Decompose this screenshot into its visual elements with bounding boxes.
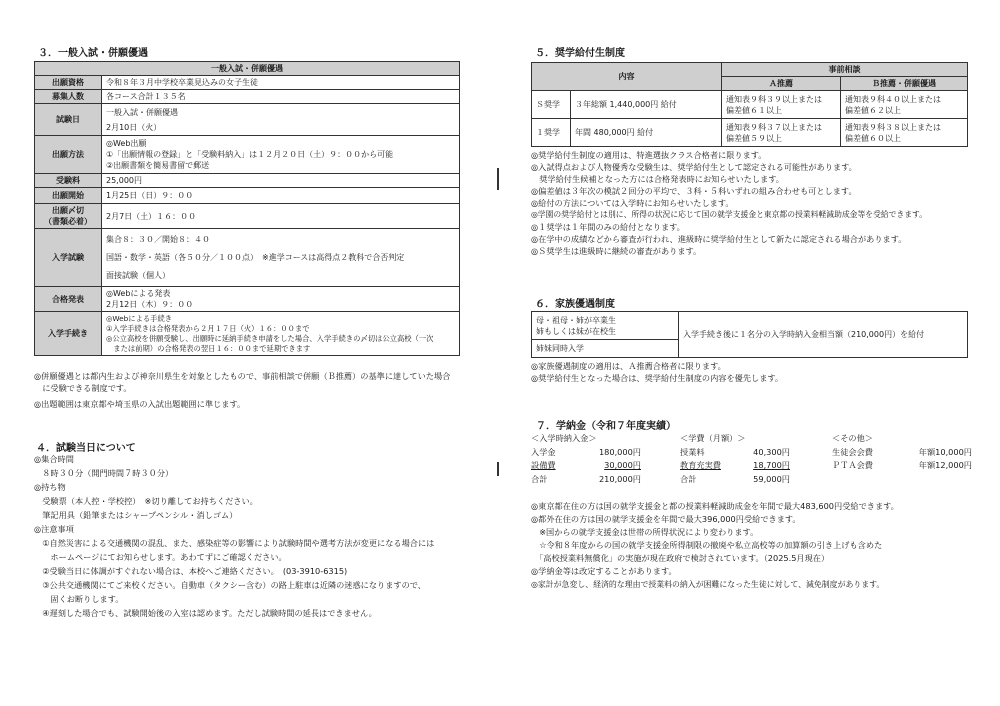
row-label: 合格発表 bbox=[35, 287, 102, 312]
scholarship-content: 年間 480,000円 給付 bbox=[571, 119, 722, 147]
criteria-b: 通知表９科３８以上または 偏差値６０以上 bbox=[841, 119, 968, 147]
row-label: 受験料 bbox=[35, 174, 102, 188]
fees-monthly: ＜学費（月額）＞ 授業料 40,300円 教育充実費 18,700円 合計 59,000円 bbox=[680, 433, 790, 484]
criteria-a: 通知表９科３７以上または 偏差値５９以上 bbox=[722, 119, 841, 147]
row-value: 25,000円 bbox=[102, 174, 460, 188]
family-condition: 姉妹同時入学 bbox=[532, 340, 679, 358]
col-b: Ｂ推薦・併願優遇 bbox=[841, 77, 968, 91]
table-title: 一般入試・併願優遇 bbox=[35, 62, 460, 76]
row-value: 一般入試・併願優遇 2月10日（火） bbox=[102, 104, 460, 136]
section-5-notes: ◎奨学給付生制度の適用は、特進選抜クラス合格者に限ります。 ◎入試得点および人物優秀な受験生は、奨学給付生として認定される可能性があります。 奨学給付生候補となった方には合格発表時にお知らせいたします。 ◎偏差値は３年次の模試２回分の平均で、３科・５科いずれの組み合わせも可とします。 ◎給付の方法については入学時にお知らせいたします。 ◎学園の奨学給付とは別に、所得の状況に応じて国の就学支援金と東京都の授業料軽減助成金等を受給できます。 ◎１奨学は１年間のみの給付となります。 ◎在学中の成績などから審査が行われ、進級時に奨学給付生として新たに認定される場合があります。 ◎Ｓ奨学生は進級時に継続の審査があります。 bbox=[531, 150, 928, 256]
criteria-a: 通知表９科３９以上または 偏差値６１以上 bbox=[722, 91, 841, 119]
fees-other: ＜その他＞ 生徒会会費 年額10,000円 ＰＴＡ会費 年額12,000円 bbox=[832, 433, 972, 470]
section-3-heading: ３．一般入試・併願優遇 bbox=[38, 48, 148, 59]
col-consult: 事前相談 bbox=[722, 63, 968, 77]
row-label: 出願資格 bbox=[35, 76, 102, 90]
row-value: ◎Webによる発表 2月12日（木）９：００ bbox=[102, 287, 460, 312]
general-exam-table bbox=[34, 61, 460, 356]
family-condition: 母・祖母・姉が卒業生 姉もしくは妹が在校生 bbox=[532, 312, 679, 340]
row-label: 募集人数 bbox=[35, 90, 102, 104]
scholarship-table bbox=[531, 62, 968, 147]
scholarship-name: １奨学 bbox=[532, 119, 571, 147]
row-value: 各コース合計１３５名 bbox=[102, 90, 460, 104]
section-7-notes: ◎東京都在住の方は国の就学支援金と都の授業料軽減助成金を年間で最大483,600円受給できます。 ◎都外在住の方は国の就学支援金を年間で最大396,000円受給できます。 ※国からの就学支援金は世帯の所得状況により変わります。 ☆令和８年度からの国の就学支援金所得制限の撤廃や私立高校等の加算額の引き上げも含めた 「高校授業料無償化」の実施が現在政府で検討されています。（2025.5月現在） ◎学納金等は改定することがあります。 ◎家計が急変し、経済的な理由で授業料の納入が困難になった生徒に対して、減免制度があります。 bbox=[531, 501, 899, 589]
criteria-b: 通知表９科４０以上または 偏差値６２以上 bbox=[841, 91, 968, 119]
row-value: 集合８：３０／開始８：４０ 国語・数学・英語（各５０分／１００点） ※進学コースは高得点２教科で合否判定 面接試験（個人） bbox=[102, 229, 460, 287]
section-3-notes: ◎併願優遇とは都内生および神奈川県生を対象としたもので、事前相談で併願（Ｂ推薦）の基準に達していた場合 に受験できる制度です。 ◎出題範囲は東京都や埼玉県の入試出題範囲に準じます。 bbox=[34, 371, 451, 409]
section-6-notes: ◎家族優遇制度の適用は、Ａ推薦合格者に限ります。 ◎奨学給付生となった場合は、奨学給付生制度の内容を優先します。 bbox=[531, 361, 784, 383]
section-7-heading: ７．学納金（令和７年度実績） bbox=[536, 421, 676, 432]
family-benefit-table bbox=[531, 311, 968, 358]
section-5-heading: ５．奨学給付生制度 bbox=[535, 48, 625, 59]
fees-entry: ＜入学時納入金＞ 入学金 180,000円 設備費 30,000円 合計 210,000円 bbox=[531, 433, 641, 484]
row-label: 入学試験 bbox=[35, 229, 102, 287]
row-value: 1月25日（日）９：００ bbox=[102, 188, 460, 204]
scholarship-name: Ｓ奨学 bbox=[532, 91, 571, 119]
row-value: ◎Web出願 ①「出願情報の登録」と「受験料納入」は１２月２０日（土）９：００から可能 ②出願書類を簡易書留で郵送 bbox=[102, 136, 460, 174]
section-4-heading: ４．試験当日について bbox=[36, 443, 136, 454]
row-value: ◎Webによる手続き ①入学手続きは合格発表から２月１７日（火）１６：００まで ◎公立高校を併願受験し、出願時に延納手続き申請をした場合、入学手続きの〆切は公立高校（一次 または前期）の合格発表の翌日１６：００まで延期できます bbox=[102, 312, 460, 356]
row-value: 2月7日（土）１６：００ bbox=[102, 204, 460, 229]
family-benefit: 入学手続き後に１名分の入学時納入金相当額（210,000円）を給付 bbox=[679, 312, 968, 358]
row-label: 出願方法 bbox=[35, 136, 102, 174]
binding-mark bbox=[497, 462, 499, 476]
row-value: 令和８年３月中学校卒業見込みの女子生徒 bbox=[102, 76, 460, 90]
row-label: 入学手続き bbox=[35, 312, 102, 356]
col-a: Ａ推薦 bbox=[722, 77, 841, 91]
section-6-heading: ６．家族優遇制度 bbox=[535, 299, 615, 310]
scholarship-content: ３年総額 1,440,000円 給付 bbox=[571, 91, 722, 119]
row-label: 出願〆切 （書類必着） bbox=[35, 204, 102, 229]
row-label: 試験日 bbox=[35, 104, 102, 136]
col-content: 内容 bbox=[532, 63, 722, 91]
binding-mark bbox=[497, 168, 499, 190]
exam-day-info: ◎集合時間 ８時３０分（開門時間７時３０分） ◎持ち物 受験票（本人控・学校控） ※切り離してお持ちください。 筆記用具（鉛筆またはシャープペンシル・消しゴム） ◎注意事項 ①自然災害による交通機関の混乱、また、感染症等の影響により試験時間や選考方法が変更になる場合には ホームページにてお知らせします。あわてずにご確認ください。 ②受験当日に体調がすぐれない場合は、本校へご連絡ください。 (03-3910-6315) ③公共交通機関にてご来校ください。自動車（タクシー含む）の路上駐車は近隣の迷惑になりますので、 固くお断りします。 ④遅刻した場合でも、試験開始後の入室は認めます。ただし試験時間の延長はできません。 bbox=[34, 454, 435, 618]
row-label: 出願開始 bbox=[35, 188, 102, 204]
